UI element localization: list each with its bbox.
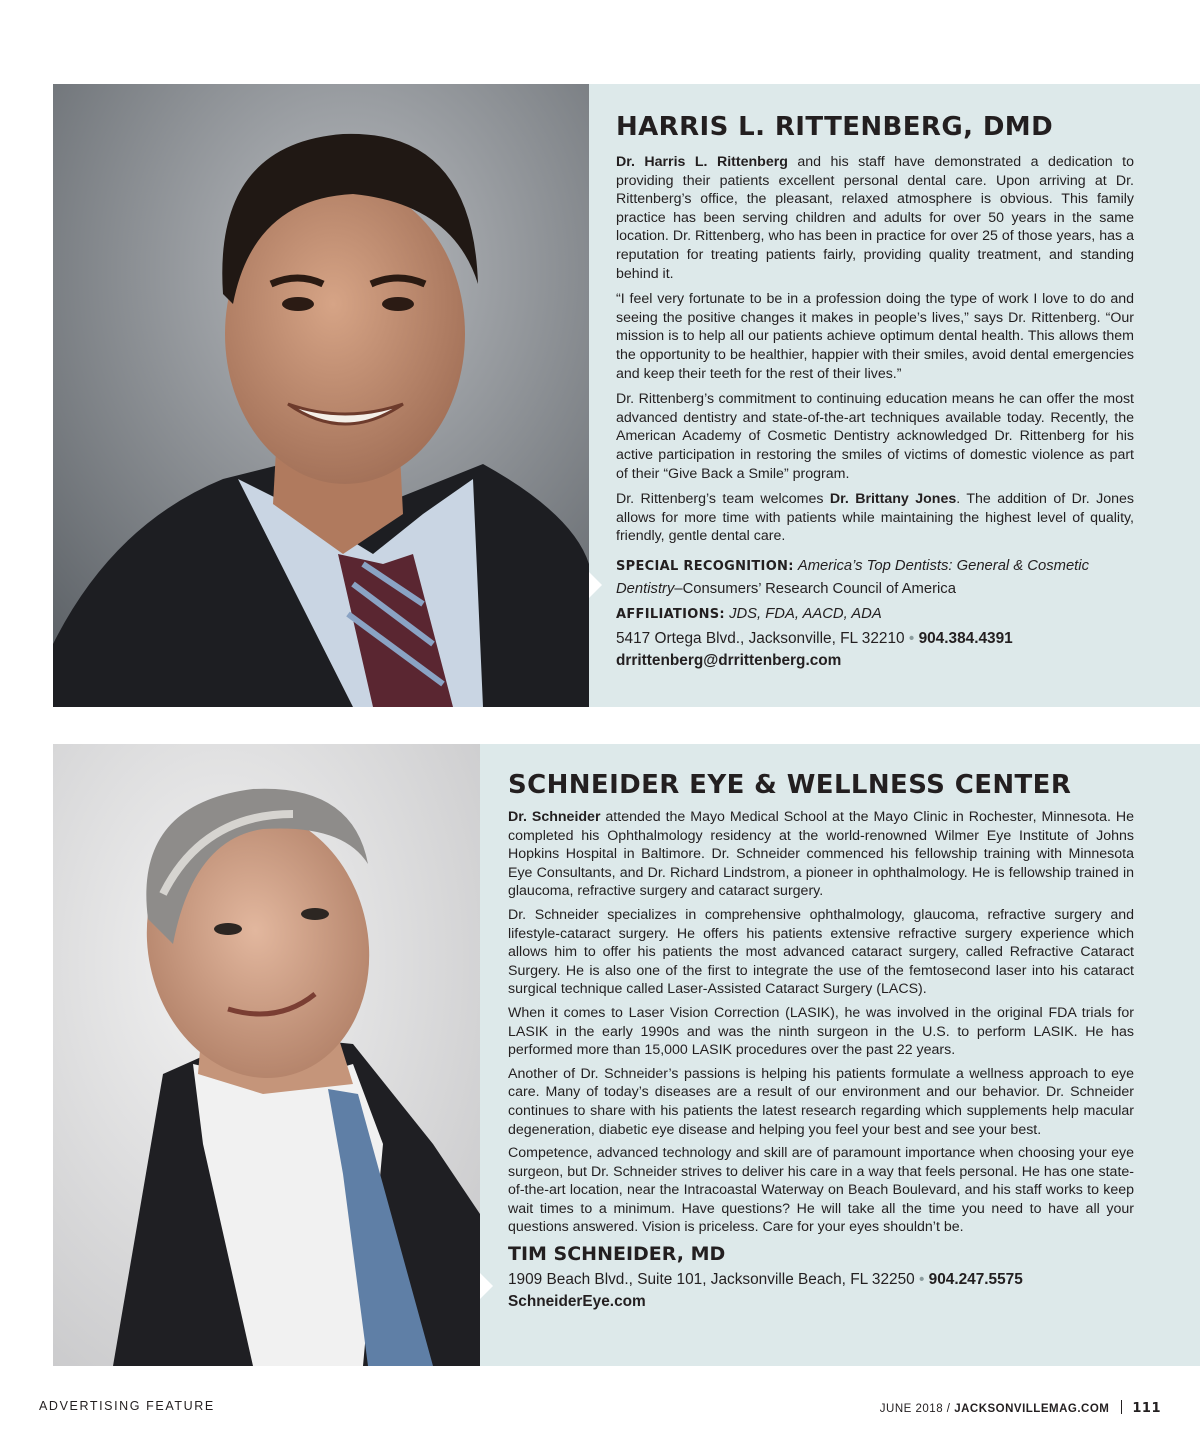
schneider-paragraph-2: Dr. Schneider specializes in comprehensive ophthalmology, glaucoma, refractive surgery and lifestyle-cataract surgery. He offers his patients extensive refractive surgery experience which allows him to offer his patients the most advanced cataract surgery, called Refractive Cataract Surgery. He is also one of the first to integrate the use of the femtosecond laser into his cataract surgical technique called Laser-Assisted Cataract Surgery (LACS). <box>508 906 1134 998</box>
schneider-text <box>508 768 1134 1313</box>
recognition-label: SPECIAL RECOGNITION: <box>616 558 794 574</box>
rittenberg-email-line <box>616 650 1134 672</box>
rittenberg-text <box>616 110 1134 672</box>
schneider-paragraph-5: Competence, advanced technology and skill are of paramount importance when choosing your eye surgeon, but Dr. Schneider strives to deliver his care in a way that feels personal. He has one state-of-the-art location, near the Intracoastal Waterway on Beach Boulevard, and his staff works to keep wait times to a minimum. Have questions? He will take all the time you need to have all your questions answered. Vision is priceless. Care for your eyes shouldn’t be. <box>508 1145 1134 1236</box>
schneider-portrait <box>53 744 480 1366</box>
magazine-site-link[interactable]: JACKSONVILLEMAG.COM <box>954 1403 1110 1415</box>
schneider-address-line <box>508 1269 1134 1291</box>
schneider-paragraph-3: When it comes to Laser Vision Correction (LASIK), he was involved in the original FDA trials for LASIK in the early 1990s and was the ninth surgeon in the U.S. to perform LASIK. He has performed more than 15,000 LASIK procedures over the past 22 years. <box>508 1004 1134 1059</box>
rittenberg-email[interactable]: drrittenberg@drrittenberg.com <box>616 651 842 669</box>
rittenberg-phone[interactable]: 904.384.4391 <box>918 629 1013 647</box>
affiliations: AFFILIATIONS: JDS, FDA, AACD, ADA <box>616 605 882 622</box>
rittenberg-title: HARRIS L. RITTENBERG, DMD <box>616 112 1054 142</box>
folio-divider <box>1121 1400 1122 1414</box>
recognition-arrow-marker <box>589 572 602 598</box>
bullet-separator: • <box>908 629 915 647</box>
schneider-name-bold: Dr. Schneider <box>508 809 601 825</box>
schneider-address: 1909 Beach Blvd., Suite 101, Jacksonville Beach, FL 32250 <box>508 1271 915 1289</box>
schneider-title: SCHNEIDER EYE & WELLNESS CENTER <box>508 770 1072 800</box>
schneider-paragraph-4: Another of Dr. Schneider’s passions is helping his patients formulate a wellness approach to eye care. Many of today’s diseases are a result of our environment and our behavior. Dr. Schneider continues to share with his patients the latest research regarding which supplements help macular degeneration, diabetic eye disease and helping you feel your best and see your best. <box>508 1065 1134 1138</box>
special-recognition: SPECIAL RECOGNITION: America’s Top Dentists: General & Cosmetic Dentistry–Consumers’ Research Council of America <box>616 557 1089 597</box>
rittenberg-address: 5417 Ortega Blvd., Jacksonville, FL 32210 <box>616 629 905 647</box>
schneider-phone[interactable]: 904.247.5575 <box>928 1271 1023 1289</box>
doctor-arrow-marker <box>480 1273 493 1299</box>
issue-date: JUNE 2018 / <box>879 1403 955 1415</box>
rittenberg-paragraph-4: Dr. Rittenberg’s team welcomes Dr. Brittany Jones. The addition of Dr. Jones allows for more time with patients while maintaining the highest level of quality, friendly, gentle dental care. <box>616 491 1134 545</box>
bullet-separator: • <box>918 1271 925 1289</box>
affiliations-label: AFFILIATIONS: <box>616 606 725 622</box>
rittenberg-paragraph-3: Dr. Rittenberg’s commitment to continuing education means he can offer the most advanced dentistry and state-of-the-art techniques available today. Recently, the American Academy of Cosmetic Dentistry acknowledged Dr. Rittenberg for his active participation in restoring the smiles of victims of domestic violence as part of their “Give Back a Smile” program. <box>616 391 1134 482</box>
folio <box>880 1400 1161 1416</box>
schneider-website-link[interactable]: SchneiderEye.com <box>508 1293 646 1311</box>
page-number: 111 <box>1132 1401 1161 1416</box>
advertising-feature-label: ADVERTISING FEATURE <box>39 1399 215 1413</box>
rittenberg-name-bold: Dr. Harris L. Rittenberg <box>616 154 788 170</box>
rittenberg-paragraph-1: Dr. Harris L. Rittenberg and his staff have demonstrated a dedication to providing their patients excellent personal dental care. Upon arriving at Dr. Rittenberg’s office, the pleasant, relaxed atmosphere is obvious. This family practice has been serving children and adults for over 50 years in the same location. Dr. Rittenberg, who has been in practice for over 25 of those years, has a reputation for treating patients fairly, providing quality treatment, and standing behind it. <box>616 154 1134 282</box>
rittenberg-paragraph-2: “I feel very fortunate to be in a profession doing the type of work I love to do and seeing the positive changes it makes in people’s lives,” says Dr. Rittenberg. “Our mission is to help all our patients achieve optimum dental health. This allows them the opportunity to be healthier, happier with their smiles, avoid dental emergencies and keep their teeth for the rest of their lives.” <box>616 291 1134 382</box>
rittenberg-address-line <box>616 628 1134 650</box>
rittenberg-portrait <box>53 84 589 707</box>
schneider-paragraph-1: Dr. Schneider attended the Mayo Medical School at the Mayo Clinic in Rochester, Minnesota. He completed his Ophthalmology residency at the world-renowned Wilmer Eye Institute of Johns Hopkins Hospital in Baltimore. Dr. Schneider commenced his fellowship training with Minnesota Eye Consultants, and Dr. Richard Lindstrom, a pioneer in ophthalmology. He is fellowship trained in glaucoma, refractive surgery and cataract surgery. <box>508 809 1134 900</box>
schneider-doctor-name: TIM SCHNEIDER, MD <box>508 1243 726 1266</box>
schneider-website-line <box>508 1291 1134 1313</box>
brittany-jones-bold: Dr. Brittany Jones <box>829 491 957 508</box>
